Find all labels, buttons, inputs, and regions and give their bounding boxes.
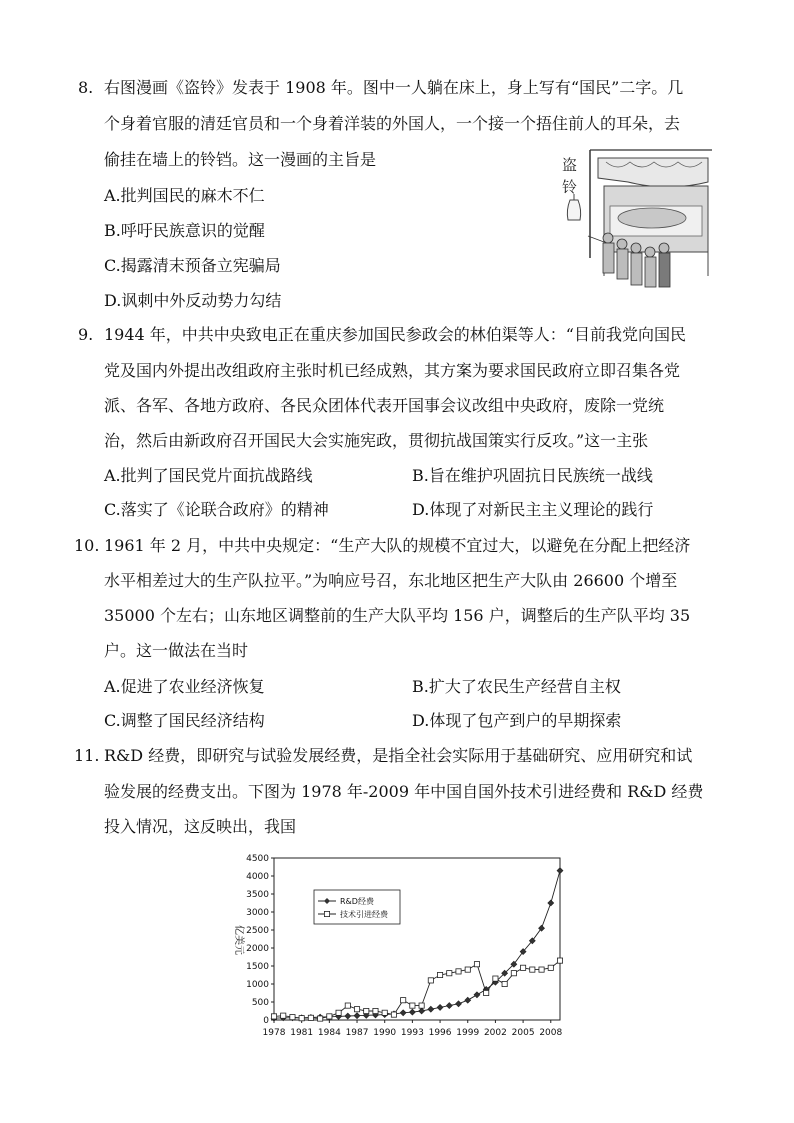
q10-option-a: A.促进了农业经济恢复 bbox=[104, 677, 265, 696]
tech-import-point bbox=[530, 967, 535, 972]
tech-import-point bbox=[502, 981, 507, 986]
plot-frame bbox=[274, 858, 560, 1020]
q9-option-a: A.批判了国民党片面抗战路线 bbox=[104, 466, 313, 485]
tech-import-point bbox=[548, 965, 553, 970]
q9-stem-line-2: 党及国内外提出改组政府主张时机已经成熟，其方案为要求国民政府立即召集各党 bbox=[104, 361, 681, 380]
q8-option-d: D.讽刺中外反动势力勾结 bbox=[104, 291, 282, 310]
tech-import-point bbox=[354, 1007, 359, 1012]
y-tick-label: 1500 bbox=[246, 962, 269, 972]
q11-number: 11. bbox=[74, 746, 100, 765]
rd-point bbox=[474, 992, 480, 998]
rd-tech-import-chart bbox=[222, 850, 572, 1045]
y-tick-label: 2500 bbox=[246, 926, 269, 936]
x-tick-label: 2002 bbox=[483, 1028, 507, 1038]
x-tick-label: 1996 bbox=[428, 1028, 452, 1038]
rd-point bbox=[354, 1013, 360, 1019]
tech-import-point bbox=[345, 1003, 350, 1008]
tech-import-point bbox=[511, 971, 516, 976]
tech-import-point bbox=[437, 972, 442, 977]
x-tick-label: 1993 bbox=[400, 1028, 424, 1038]
tech-import-point bbox=[290, 1015, 295, 1020]
q8-option-b: B.呼吁民族意识的觉醒 bbox=[104, 221, 265, 240]
q9-stem-line-3: 派、各军、各地方政府、各民众团体代表开国事会议改组中央政府，废除一党统 bbox=[104, 396, 665, 415]
tech-import-point bbox=[299, 1016, 304, 1021]
q10-stem-line-3: 35000 个左右；山东地区调整前的生产大队平均 156 户，调整后的生产队平均 35 bbox=[104, 606, 691, 625]
rd-point bbox=[437, 1004, 443, 1010]
rd-point bbox=[446, 1003, 452, 1009]
q9-option-d: D.体现了对新民主主义理论的践行 bbox=[412, 500, 654, 519]
cartoon-title-char-1: 盗 bbox=[562, 156, 578, 174]
tech-import-point bbox=[484, 990, 489, 995]
q8-stem-line-1: 右图漫画《盗铃》发表于 1908 年。图中一人躺在床上，身上写有“国民”二字。几 bbox=[104, 78, 684, 97]
tech-import-point bbox=[401, 998, 406, 1003]
q11-stem-line-3: 投入情况，这反映出，我国 bbox=[104, 817, 297, 836]
q9-stem-line-4: 治，然后由新政府召开国民大会实施宪政，贯彻抗战国策实行反攻。”这一主张 bbox=[104, 431, 649, 450]
q9-number: 9. bbox=[78, 325, 94, 344]
q8-number: 8. bbox=[78, 78, 94, 97]
q11-stem-line-2: 验发展的经费支出。下图为 1978 年-2009 年中国自国外技术引进经费和 R&D 经费 bbox=[104, 782, 704, 801]
q8-option-a: A.批判国民的麻木不仁 bbox=[104, 186, 265, 205]
rd-point bbox=[557, 868, 563, 874]
rd-point bbox=[465, 997, 471, 1003]
y-tick-label: 500 bbox=[251, 998, 269, 1008]
x-tick-label: 1978 bbox=[262, 1028, 286, 1038]
x-tick-label: 1987 bbox=[345, 1028, 369, 1038]
rd-point bbox=[456, 1001, 462, 1007]
cartoon-title-char-2: 铃 bbox=[562, 178, 578, 196]
tech-import-point bbox=[557, 958, 562, 963]
cartoon-illustration bbox=[548, 148, 714, 302]
x-tick-label: 1999 bbox=[456, 1028, 480, 1038]
tech-import-point bbox=[465, 967, 470, 972]
tech-import-point bbox=[456, 969, 461, 974]
tech-import-point bbox=[428, 978, 433, 983]
tech-import-point bbox=[493, 976, 498, 981]
tech-import-point bbox=[539, 967, 544, 972]
q9-option-c: C.落实了《论联合政府》的精神 bbox=[104, 500, 329, 519]
rd-point bbox=[419, 1008, 425, 1014]
y-tick-label: 4000 bbox=[246, 872, 269, 882]
q8-stem-line-2: 个身着官服的清廷官员和一个身着洋装的外国人，一个接一个捂住前人的耳朵，去 bbox=[104, 114, 681, 133]
tech-import-point bbox=[308, 1015, 313, 1020]
x-tick-label: 1984 bbox=[317, 1028, 341, 1038]
y-tick-label: 4500 bbox=[246, 854, 269, 864]
tech-import-point bbox=[410, 1003, 415, 1008]
tech-import-point bbox=[373, 1008, 378, 1013]
tech-import-point bbox=[391, 1012, 396, 1017]
tech-import-point bbox=[327, 1014, 332, 1019]
rd-point bbox=[400, 1010, 406, 1016]
q10-stem-line-2: 水平相差过大的生产队拉平。”为响应号召，东北地区把生产大队由 26600 个增至 bbox=[104, 571, 678, 590]
q10-stem-line-1: 1961 年 2 月，中共中央规定：“生产大队的规模不宜过大，以避免在分配上把经济 bbox=[104, 536, 691, 555]
q11-stem-line-1: R&D 经费，即研究与试验发展经费，是指全社会实际用于基础研究、应用研究和试 bbox=[104, 746, 693, 765]
q10-option-d: D.体现了包产到户的早期探索 bbox=[412, 711, 622, 730]
q10-option-c: C.调整了国民经济结构 bbox=[104, 711, 265, 730]
tech-import-point bbox=[364, 1008, 369, 1013]
x-tick-label: 1990 bbox=[373, 1028, 397, 1038]
series-line-2 bbox=[274, 961, 560, 1019]
q9-stem-line-1: 1944 年，中共中央致电正在重庆参加国民参政会的林伯渠等人：“目前我党向国民 bbox=[104, 325, 686, 344]
q10-number: 10. bbox=[74, 536, 100, 555]
y-axis-label: 亿美元 bbox=[233, 925, 244, 955]
rd-point bbox=[409, 1009, 415, 1015]
q8-option-c: C.揭露清末预备立宪骗局 bbox=[104, 256, 281, 275]
tech-import-point bbox=[271, 1014, 276, 1019]
tech-import-point bbox=[336, 1010, 341, 1015]
y-tick-label: 1000 bbox=[246, 980, 269, 990]
x-tick-label: 2005 bbox=[511, 1028, 535, 1038]
legend-label-2: 技术引进经费 bbox=[340, 910, 388, 919]
q10-option-b: B.扩大了农民生产经营自主权 bbox=[412, 677, 621, 696]
y-tick-label: 3500 bbox=[246, 890, 269, 900]
q10-stem-line-4: 户。这一做法在当时 bbox=[104, 641, 249, 660]
rd-point bbox=[428, 1006, 434, 1012]
x-tick-label: 1981 bbox=[290, 1028, 314, 1038]
legend-marker-square bbox=[324, 911, 329, 916]
q9-option-b: B.旨在维护巩固抗日民族统一战线 bbox=[412, 466, 653, 485]
x-tick-label: 2008 bbox=[539, 1028, 563, 1038]
q8-stem-line-3: 偷挂在墙上的铃铛。这一漫画的主旨是 bbox=[104, 150, 377, 169]
tech-import-point bbox=[474, 962, 479, 967]
tech-import-point bbox=[318, 1016, 323, 1021]
y-tick-label: 0 bbox=[263, 1016, 269, 1026]
tech-import-point bbox=[281, 1013, 286, 1018]
tech-import-point bbox=[447, 971, 452, 976]
tech-import-point bbox=[520, 965, 525, 970]
rd-point bbox=[345, 1013, 351, 1019]
y-tick-label: 2000 bbox=[246, 944, 269, 954]
legend-label-1: R&D经费 bbox=[340, 897, 374, 906]
tech-import-point bbox=[382, 1010, 387, 1015]
rd-point bbox=[548, 900, 554, 906]
tech-import-point bbox=[419, 1003, 424, 1008]
y-tick-label: 3000 bbox=[246, 908, 269, 918]
